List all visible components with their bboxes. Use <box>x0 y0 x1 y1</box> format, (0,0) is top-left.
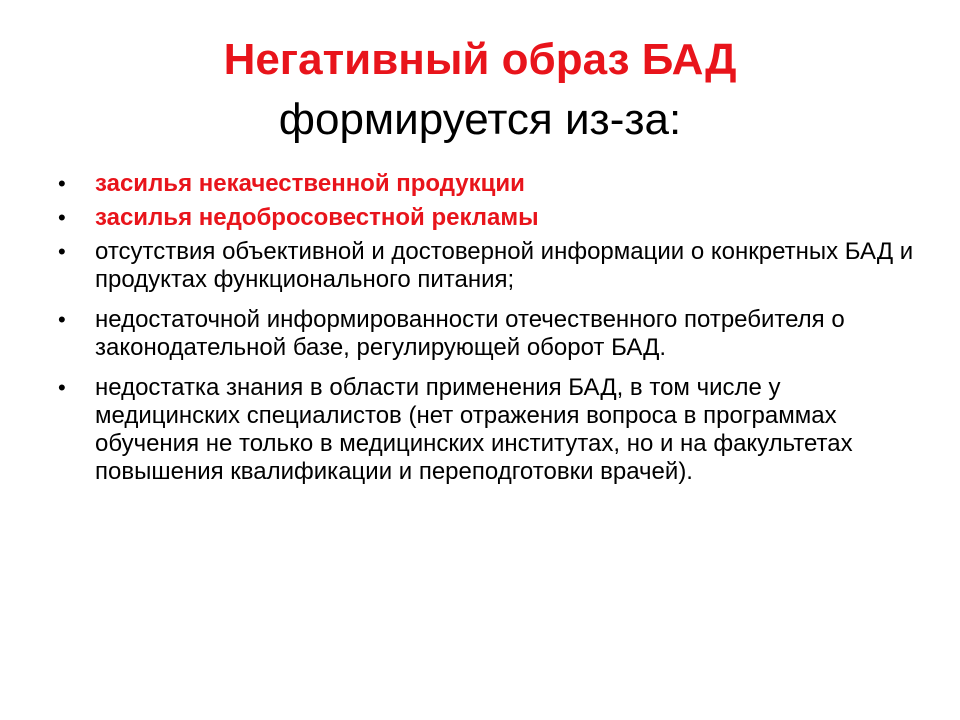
bullet-item-1 <box>58 170 918 198</box>
bullet-dot-icon: • <box>58 171 66 196</box>
bullet-item-4 <box>58 306 918 362</box>
bullet-text: недостаточной информированности отечественного потребителя о законодательной базе, регулирующей оборот БАД. <box>95 306 845 361</box>
bullet-item-5 <box>58 374 918 486</box>
title-line-2: формируется из-за: <box>278 95 682 144</box>
bullet-text: недостатка знания в области применения БАД, в том числе у медицинских специалистов (нет отражения вопроса в программах обучения не только в медицинских институтах, но и на факультетах повышения квалификации и переподготовки врачей). <box>95 374 853 485</box>
slide-title <box>60 30 900 150</box>
bullet-list <box>58 170 918 498</box>
bullet-item-3 <box>58 238 918 294</box>
bullet-dot-icon: • <box>58 239 66 264</box>
bullet-dot-icon: • <box>58 375 66 400</box>
bullet-dot-icon: • <box>58 307 66 332</box>
bullet-text: засилья некачественной продукции <box>95 170 525 197</box>
bullet-item-2 <box>58 204 918 232</box>
title-line-1: Негативный образ БАД <box>223 35 737 84</box>
bullet-dot-icon: • <box>58 205 66 230</box>
bullet-text: отсутствия объективной и достоверной информации о конкретных БАД и продуктах функционального питания; <box>95 238 914 293</box>
bullet-text: засилья недобросовестной рекламы <box>95 204 539 231</box>
